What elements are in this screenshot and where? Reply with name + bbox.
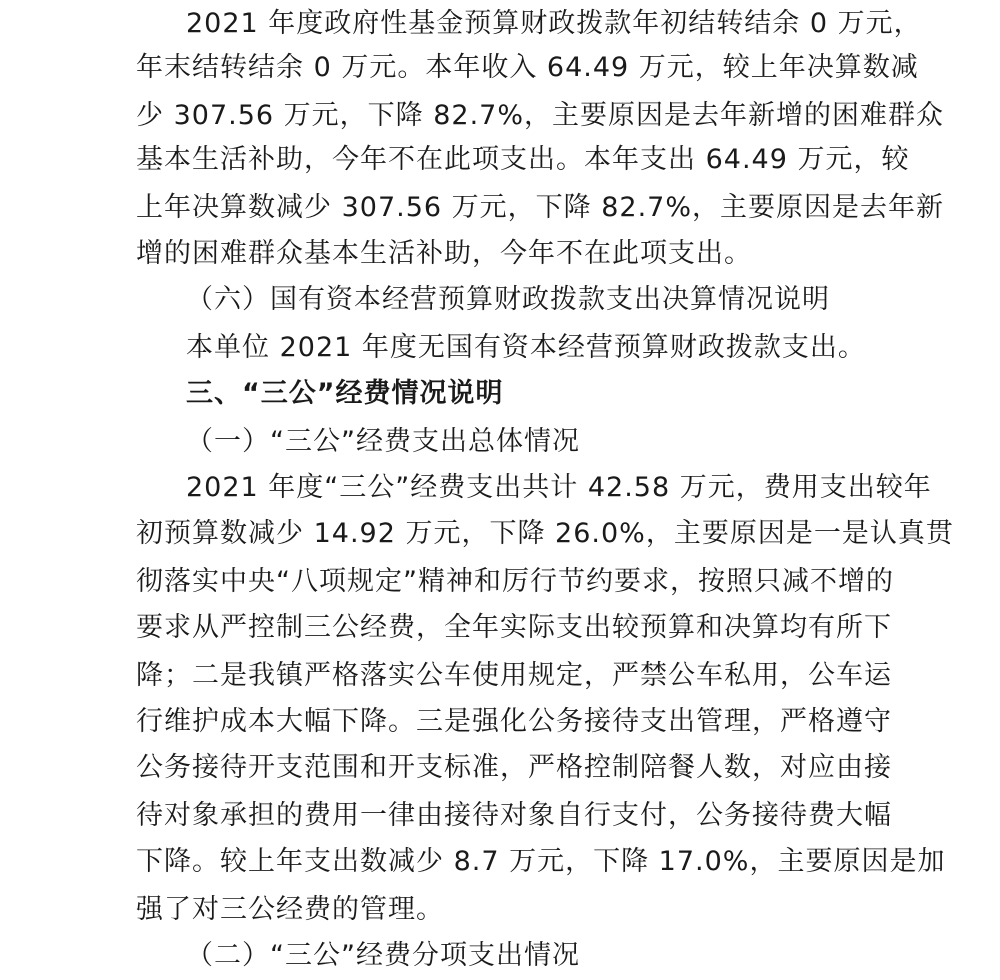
paragraph-line: 本单位 2021 年度无国有资本经营预算财政拨款支出。 bbox=[186, 332, 866, 363]
paragraph-line: 基本生活补助，今年不在此项支出。本年支出 64.49 万元，较 bbox=[136, 144, 910, 175]
paragraph-line: 彻落实中央“八项规定”精神和厉行节约要求，按照只减不增的 bbox=[136, 566, 894, 597]
paragraph-line: 初预算数减少 14.92 万元，下降 26.0%，主要原因是一是认真贯 bbox=[136, 518, 954, 549]
paragraph-line: 公务接待开支范围和开支标准，严格控制陪餐人数，对应由接 bbox=[136, 752, 892, 783]
paragraph-line: 待对象承担的费用一律由接待对象自行支付，公务接待费大幅 bbox=[136, 800, 892, 831]
paragraph-line: 要求从严控制三公经费，全年实际支出较预算和决算均有所下 bbox=[136, 612, 892, 643]
paragraph-line: 下降。较上年支出数减少 8.7 万元，下降 17.0%，主要原因是加 bbox=[136, 846, 946, 877]
paragraph-line: 降；二是我镇严格落实公车使用规定，严禁公车私用，公车运 bbox=[136, 660, 892, 691]
subsection-heading-2: （二）“三公”经费分项支出情况 bbox=[186, 940, 580, 971]
paragraph-line: 2021 年度“三公”经费支出共计 42.58 万元，费用支出较年 bbox=[186, 472, 932, 503]
section-heading-3: 三、“三公”经费情况说明 bbox=[186, 378, 504, 409]
paragraph-line: 增的困难群众基本生活补助，今年不在此项支出。 bbox=[136, 238, 752, 269]
subsection-heading-1: （一）“三公”经费支出总体情况 bbox=[186, 426, 580, 457]
paragraph-line: 行维护成本大幅下降。三是强化公务接待支出管理，严格遵守 bbox=[136, 706, 892, 737]
paragraph-line: 年末结转结余 0 万元。本年收入 64.49 万元，较上年决算数减 bbox=[136, 52, 919, 83]
paragraph-line: 上年决算数减少 307.56 万元，下降 82.7%，主要原因是去年新 bbox=[136, 192, 944, 223]
section-heading-6: （六）国有资本经营预算财政拨款支出决算情况说明 bbox=[186, 284, 830, 315]
paragraph-line: 2021 年度政府性基金预算财政拨款年初结转结余 0 万元， bbox=[186, 8, 922, 39]
paragraph-line: 少 307.56 万元，下降 82.7%，主要原因是去年新增的困难群众 bbox=[136, 100, 944, 131]
paragraph-line: 强了对三公经费的管理。 bbox=[136, 894, 444, 925]
